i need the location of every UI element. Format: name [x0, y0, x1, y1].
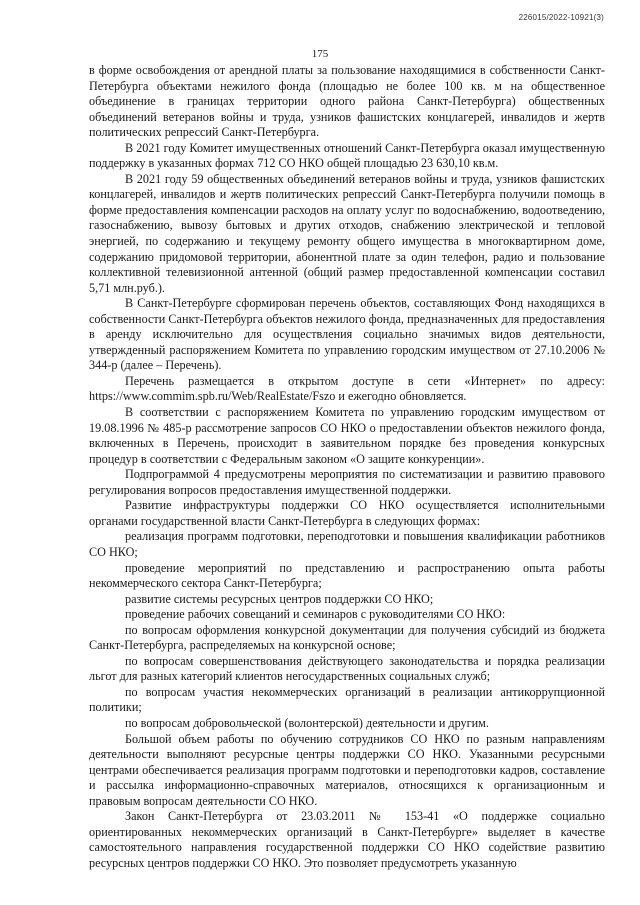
page-number: 175: [311, 48, 329, 60]
paragraph: Большой объем работы по обучению сотрудников СО НКО по разным направлениям деятельности выполняют ресурсные центры поддержки СО НКО. Указанными ресурсными центрами обеспечивается реализация программ подготовки и переподготовки кадров, составление и рассылка информационно-справочных материалов, относящихся к организационным и правовым вопросам деятельности СО НКО.: [89, 731, 605, 808]
paragraph: Развитие инфраструктуры поддержки СО НКО осуществляется исполнительными органами государственной власти Санкт-Петербурга в следующих формах:: [89, 498, 605, 528]
paragraph: по вопросам совершенствования действующего законодательства и порядка реализации льгот для разных категорий клиентов негосударственных социальных служб;: [89, 653, 605, 684]
paragraph: Подпрограммой 4 предусмотрены мероприятия по систематизации и развитию правового регулирования вопросов предоставления имущественной поддержки.: [89, 467, 605, 497]
paragraph: развитие системы ресурсных центров поддержки СО НКО;: [125, 591, 434, 606]
paragraph: проведение рабочих совещаний и семинаров с руководителями СО НКО:: [125, 607, 506, 622]
document-body: [89, 63, 605, 871]
paragraph: реализация программ подготовки, переподготовки и повышения квалификации работников СО НКО;: [89, 529, 605, 559]
paragraph: В соответствии с распоряжением Комитета по управлению городским имуществом от 19.08.1996 № 485-р рассмотрение запросов СО НКО о предоставлении объектов нежилого фонда, включенных в Перечень, происходит в заявительном порядке без проведения конкурсных процедур в соответствии с Федеральным законом «О защите конкуренции».: [89, 405, 605, 466]
paragraph: Перечень размещается в открытом доступе в сети «Интернет» по адресу: https://www.commim.spb.ru/Web/RealEstate/Fszo и ежегодно обновляется.: [89, 373, 605, 404]
paragraph: по вопросам участия некоммерческих организаций в реализации антикоррупционной политики;: [89, 684, 605, 715]
paragraph: в форме освобождения от арендной платы за пользование находящимися в собственности Санкт-Петербурга объектами нежилого фонда (площадью не более 100 кв. м на общественное объединение в границах территории одного района Санкт-Петербурга) общественных объединений ветеранов войны и труда, узников фашистских концлагерей, инвалидов и жертв политических репрессий Санкт-Петербурга.: [89, 63, 605, 140]
paragraph: В Санкт-Петербурге сформирован перечень объектов, составляющих Фонд находящихся в собственности Санкт-Петербурга объектов нежилого фонда, предназначенных для предоставления в аренду исключительно для осуществления социально значимых видов деятельности, утвержденный распоряжением Комитета по управлению городским имуществом от 27.10.2006 № 344-р (далее – Перечень).: [89, 296, 605, 373]
paragraph: по вопросам оформления конкурсной документации для получения субсидий из бюджета Санкт-Петербурга, распределяемых на конкурсной основе;: [89, 622, 605, 653]
paragraph: проведение мероприятий по представлению и распространению опыта работы некоммерческого сектора Санкт-Петербурга;: [89, 560, 605, 591]
paragraph: В 2021 году 59 общественных объединений ветеранов войны и труда, узников фашистских концлагерей, инвалидов и жертв политических репрессий Санкт-Петербурга получили помощь в форме предоставления компенсации расходов на оплату услуг по водоснабжению, водоотведению, газоснабжению, вывозу бытовых и других отходов, снабжению электрической и тепловой энергией, по содержанию и текущему ремонту общего имущества в многоквартирном доме, содержанию придомовой территории, абонентной плате за один телефон, радио и пользование коллективной телевизионной антенной (общий размер предоставленной компенсации составил 5,71 млн.руб.).: [89, 171, 605, 295]
document-id: 226015/2022-10921(3): [518, 13, 604, 22]
paragraph: Закон Санкт-Петербурга от 23.03.2011 № 153-41 «О поддержке социально ориентированных некоммерческих организаций в Санкт-Петербурге» выделяет в качестве самостоятельного направления государственной поддержки СО НКО содействие развитию ресурсных центров поддержки СО НКО. Это позволяет предусмотреть указанную: [89, 809, 605, 870]
paragraph: В 2021 году Комитет имущественных отношений Санкт-Петербурга оказал имущественную поддержку в указанных формах 712 СО НКО общей площадью 23 630,10 кв.м.: [89, 140, 605, 171]
paragraph: по вопросам добровольческой (волонтерской) деятельности и другим.: [125, 715, 489, 730]
